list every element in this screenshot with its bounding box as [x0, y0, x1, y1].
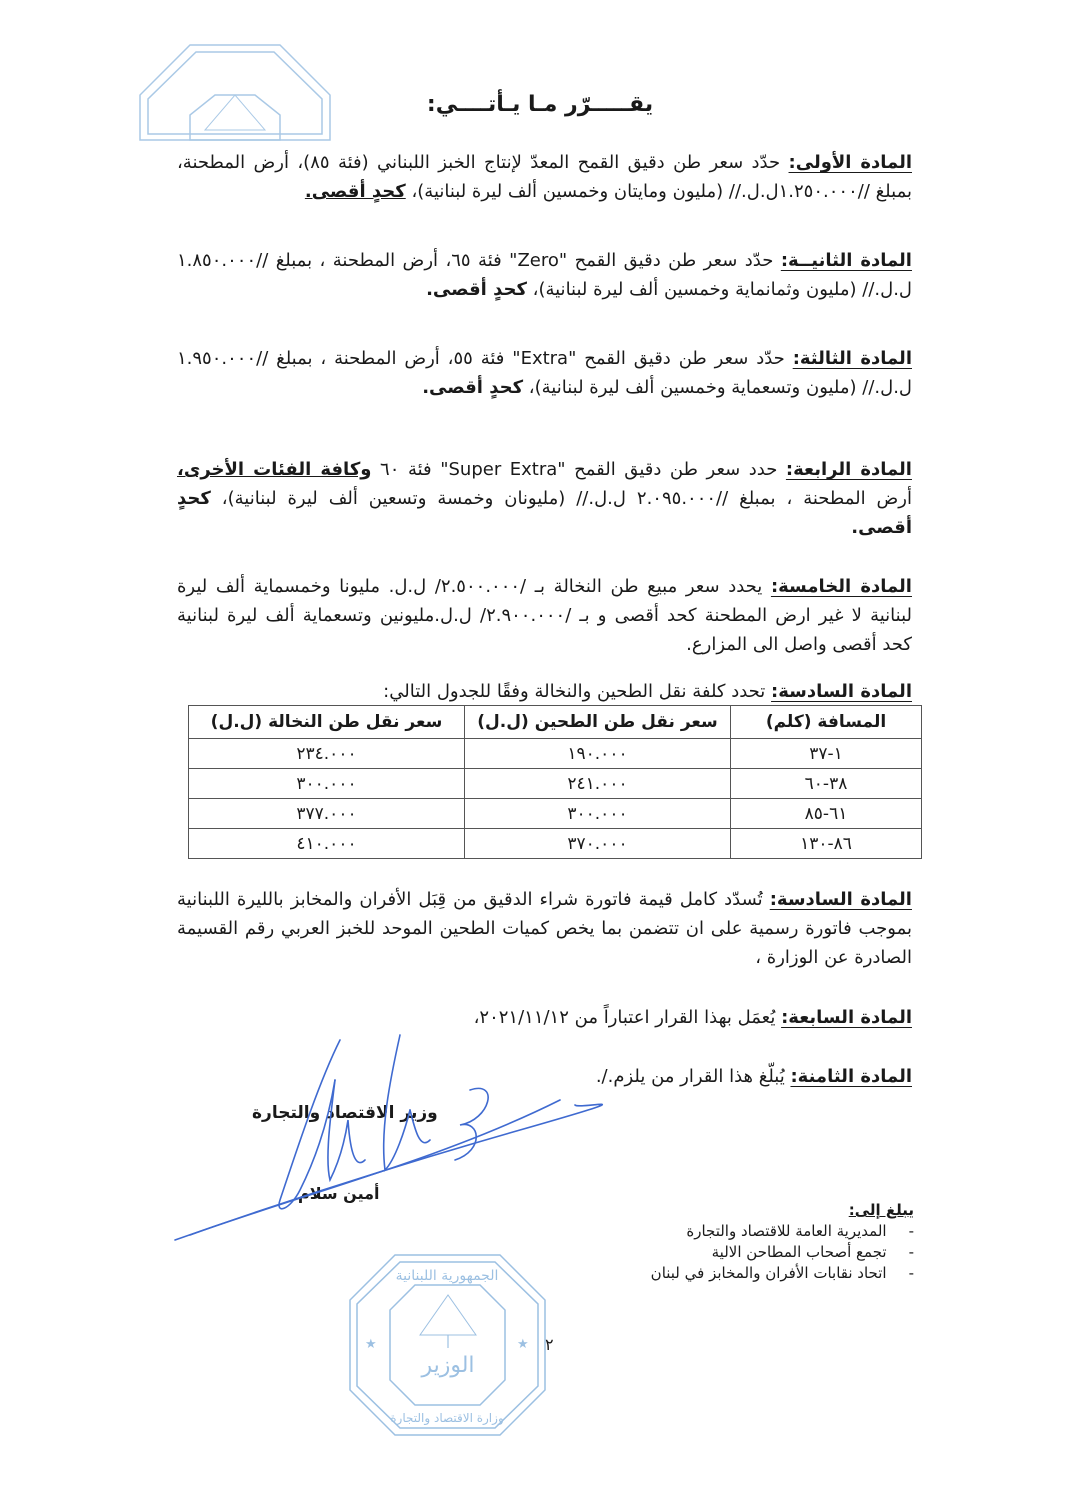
transport-cost-table — [188, 705, 922, 859]
signatory-title: وزير الاقتصاد والتجارة — [252, 1103, 438, 1123]
article-5 — [177, 572, 912, 659]
article-text: تحدد كلفة نقل الطحين والنخالة وفقًا للجدول التالي: — [383, 681, 766, 702]
article-text: يُعمَل بهذا القرار اعتباراً من ٢٠٢١/١١/١٢، — [473, 1007, 776, 1028]
article-label: المادة الثالثة: — [792, 348, 912, 369]
table-cell: ٢٣٤.٠٠٠ — [189, 739, 465, 769]
stamp-text-top: الجمهورية اللبنانية — [395, 1268, 499, 1284]
article-label: المادة الثامنة: — [790, 1066, 912, 1087]
table-row — [189, 769, 922, 799]
article-label: المادة السادسة: — [771, 681, 912, 702]
article-6b — [177, 885, 912, 972]
article-1 — [177, 148, 912, 206]
article-8 — [177, 1062, 912, 1091]
table-cell: ٤١٠.٠٠٠ — [189, 829, 465, 859]
table-cell: ٣٠٠.٠٠٠ — [465, 799, 731, 829]
article-3 — [177, 344, 912, 402]
article-7 — [177, 1003, 912, 1032]
table-row — [189, 799, 922, 829]
column-header: سعر نقل طن النخالة (ل.ل) — [189, 706, 465, 739]
article-4 — [177, 455, 912, 542]
article-bold: كحدٍ أقصى. — [304, 181, 406, 202]
article-label: المادة الرابعة: — [785, 459, 912, 480]
distribution-item: - المديرية العامة للاقتصاد والتجارة — [651, 1221, 914, 1242]
article-text: يُبلّغ هذا القرار من يلزم./. — [595, 1066, 785, 1087]
article-text: يحدد سعر مبيع طن النخالة بـ /٢.٥٠٠.٠٠٠/ ل.ل. مليونا وخمسماية ألف ليرة لبنانية لا غير ارض المطحنة كحد أقصى و بـ /٢.٩٠٠.٠٠٠/ ل.ل.مليونين وتسعماية ألف ليرة لبنانية كحد أقصى واصل الى المزارع. — [177, 576, 912, 655]
article-text: حدّد سعر طن دقيق القمح "Extra" فئة ٥٥، أرض المطحنة ، بمبلغ //١.٩٥٠.٠٠٠ ل.ل.// (مليون وتسعماية وخمسين ألف ليرة لبنانية)، — [177, 348, 912, 398]
article-bold: كحدٍ أقصى. — [426, 279, 527, 300]
article-label: المادة السادسة: — [769, 889, 912, 910]
article-bold: كحدٍ أقصى. — [177, 488, 912, 538]
article-bold-underlined: وكافة الفئات الأخرى، — [177, 459, 372, 480]
signatory-name: أمين سلام — [298, 1184, 380, 1203]
decree-heading: يقـــــرّر مـا يـأتــــي: — [426, 92, 654, 117]
article-6 — [177, 677, 912, 706]
page-number: ٢ — [545, 1335, 554, 1354]
distribution-item: - تجمع أصحاب المطاحن الالية — [651, 1242, 914, 1263]
article-label: المادة الثانيــة: — [780, 250, 912, 271]
article-2 — [177, 246, 912, 304]
table-cell: ٣٧٧.٠٠٠ — [189, 799, 465, 829]
table-header-row — [189, 706, 922, 739]
table-cell: ٢٤١.٠٠٠ — [465, 769, 731, 799]
stamp-text-bottom: وزارة الاقتصاد والتجارة — [390, 1411, 504, 1425]
table-cell: ٣٨-٦٠ — [731, 769, 922, 799]
table-cell: ٨٦-١٣٠ — [731, 829, 922, 859]
table-cell: ٣٠٠.٠٠٠ — [189, 769, 465, 799]
article-bold: كحدٍ أقصى. — [422, 377, 524, 398]
article-text-cont: أرض المطحنة ، بمبلغ //٢.٠٩٥.٠٠٠ ل.ل.// (مليونان وخمسة وتسعين ألف ليرة لبنانية)، — [210, 488, 912, 509]
distribution-title: يبلغ إلى: — [848, 1201, 914, 1219]
article-text: حدّد سعر طن دقيق القمح المعدّ لإنتاج الخبز اللبناني (فئة ٨٥)، أرض المطحنة، بمبلغ //١.٢٥٠.٠٠٠ل.ل.// (مليون ومايتان وخمسين ألف ليرة لبنانية)، — [177, 152, 912, 202]
table-cell: ٣٧٠.٠٠٠ — [465, 829, 731, 859]
article-text: حدد سعر طن دقيق القمح "Super Extra" فئة ٦٠ — [371, 459, 778, 480]
star-icon: ★ — [365, 1337, 377, 1352]
star-icon: ★ — [517, 1337, 529, 1352]
table-cell: ١-٣٧ — [731, 739, 922, 769]
article-label: المادة الخامسة: — [770, 576, 912, 597]
article-label: المادة الأولى: — [788, 152, 912, 173]
table-row — [189, 829, 922, 859]
table-cell: ٦١-٨٥ — [731, 799, 922, 829]
distribution-item: - اتحاد نقابات الأفران والمخابز في لبنان — [651, 1263, 914, 1284]
distribution-list — [651, 1200, 914, 1284]
column-header: سعر نقل طن الطحين (ل.ل) — [465, 706, 731, 739]
column-header: المسافة (كلم) — [731, 706, 922, 739]
table-row — [189, 739, 922, 769]
article-text: تُسدّد كامل قيمة فاتورة شراء الدقيق من قِبَل الأفران والمخابز بالليرة اللبنانية بموجب فاتورة رسمية على ان تتضمن بما يخص كميات الطحين الموحد للخبز العربي رقم القسيمة الصادرة عن الوزارة ، — [177, 889, 912, 968]
article-label: المادة السابعة: — [781, 1007, 912, 1028]
article-text: حدّد سعر طن دقيق القمح "Zero" فئة ٦٥، أرض المطحنة ، بمبلغ //١.٨٥٠.٠٠٠ ل.ل.// (مليون وثمانماية وخمسين ألف ليرة لبنانية)، — [177, 250, 912, 300]
stamp-text-center: الوزير — [421, 1353, 475, 1378]
table-cell: ١٩٠.٠٠٠ — [465, 739, 731, 769]
